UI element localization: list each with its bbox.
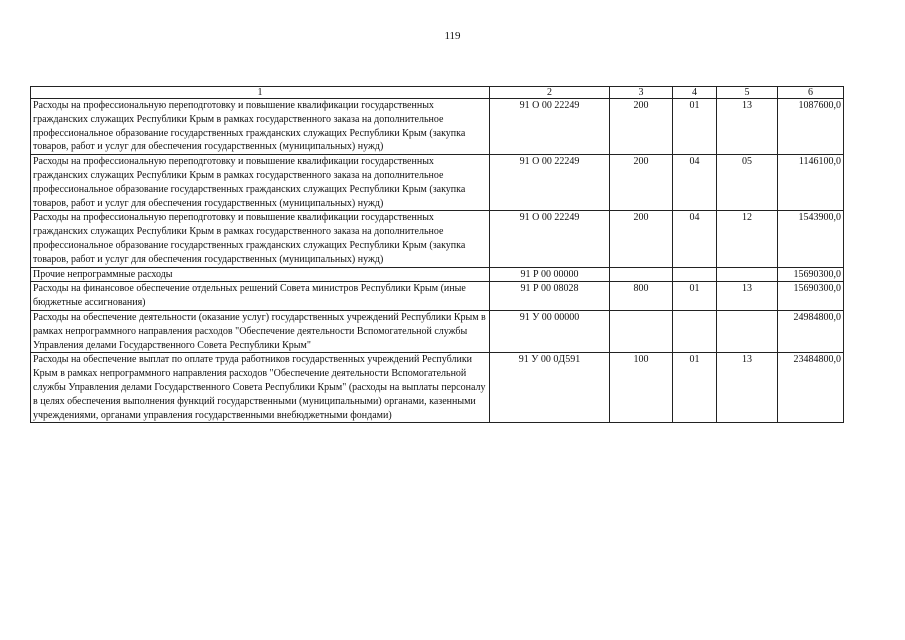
expense-type-code: 100 <box>610 353 673 423</box>
expense-type-code: 800 <box>610 282 673 311</box>
table-row <box>31 99 844 155</box>
section-code: 01 <box>673 282 717 311</box>
target-article-code: 91 У 00 00000 <box>490 310 610 352</box>
expense-type-code: 200 <box>610 99 673 155</box>
amount: 1146100,0 <box>778 155 844 211</box>
section-code: 04 <box>673 155 717 211</box>
target-article-code: 91 О 00 22249 <box>490 155 610 211</box>
expense-name: Расходы на профессиональную переподготовку и повышение квалификации государственных гражданских служащих Республики Крым в рамках государственного заказа на дополнительное профессиональное образование государственных гражданских служащих Республики Крым (закупка товаров, работ и услуг для обеспечения государственных (муниципальных) нужд) <box>31 155 490 211</box>
expense-type-code: 200 <box>610 155 673 211</box>
subsection-code: 13 <box>717 99 778 155</box>
amount: 24984800,0 <box>778 310 844 352</box>
subsection-code: 12 <box>717 211 778 267</box>
section-code <box>673 267 717 282</box>
amount: 1543900,0 <box>778 211 844 267</box>
expense-name: Расходы на профессиональную переподготовку и повышение квалификации государственных гражданских служащих Республики Крым в рамках государственного заказа на дополнительное профессиональное образование государственных гражданских служащих Республики Крым (закупка товаров, работ и услуг для обеспечения государственных (муниципальных) нужд) <box>31 211 490 267</box>
header-col-2: 2 <box>490 87 610 99</box>
target-article-code: 91 О 00 22249 <box>490 99 610 155</box>
table-row <box>31 211 844 267</box>
subsection-code <box>717 267 778 282</box>
budget-table <box>30 86 844 423</box>
expense-name: Расходы на профессиональную переподготовку и повышение квалификации государственных гражданских служащих Республики Крым в рамках государственного заказа на дополнительное профессиональное образование государственных гражданских служащих Республики Крым (закупка товаров, работ и услуг для обеспечения государственных (муниципальных) нужд) <box>31 99 490 155</box>
expense-name: Расходы на финансовое обеспечение отдельных решений Совета министров Республики Крым (иные бюджетные ассигнования) <box>31 282 490 311</box>
table-row <box>31 155 844 211</box>
expense-type-code: 200 <box>610 211 673 267</box>
section-code: 04 <box>673 211 717 267</box>
target-article-code: 91 О 00 22249 <box>490 211 610 267</box>
section-code: 01 <box>673 353 717 423</box>
subsection-code: 13 <box>717 282 778 311</box>
section-code: 01 <box>673 99 717 155</box>
subsection-code <box>717 310 778 352</box>
amount: 23484800,0 <box>778 353 844 423</box>
expense-type-code <box>610 267 673 282</box>
expense-name: Расходы на обеспечение деятельности (оказание услуг) государственных учреждений Республики Крым в рамках непрограммного направления расходов "Обеспечение деятельности Вспомогательной службы Управления делами Государственного Совета Республики Крым" <box>31 310 490 352</box>
target-article-code: 91 Р 00 00000 <box>490 267 610 282</box>
header-col-1: 1 <box>31 87 490 99</box>
amount: 15690300,0 <box>778 267 844 282</box>
target-article-code: 91 Р 00 08028 <box>490 282 610 311</box>
header-col-3: 3 <box>610 87 673 99</box>
table-row <box>31 353 844 423</box>
section-code <box>673 310 717 352</box>
header-col-4: 4 <box>673 87 717 99</box>
expense-type-code <box>610 310 673 352</box>
expense-name: Прочие непрограммные расходы <box>31 267 490 282</box>
table-row <box>31 310 844 352</box>
page-number: 119 <box>444 30 461 42</box>
table-row <box>31 282 844 311</box>
table-row <box>31 267 844 282</box>
amount: 15690300,0 <box>778 282 844 311</box>
table-header-row <box>31 87 844 99</box>
header-col-6: 6 <box>778 87 844 99</box>
amount: 1087600,0 <box>778 99 844 155</box>
header-col-5: 5 <box>717 87 778 99</box>
subsection-code: 05 <box>717 155 778 211</box>
subsection-code: 13 <box>717 353 778 423</box>
expense-name: Расходы на обеспечение выплат по оплате труда работников государственных учреждений Республики Крым в рамках непрограммного направления расходов "Обеспечение деятельности Вспомогательной службы Управления делами Государственного Совета Республики Крым" (расходы на выплаты персоналу в целях обеспечения выполнения функций государственными (муниципальными) органами, казенными учреждениями, органами управления государственными внебюджетными фондами) <box>31 353 490 423</box>
target-article-code: 91 У 00 0Д591 <box>490 353 610 423</box>
